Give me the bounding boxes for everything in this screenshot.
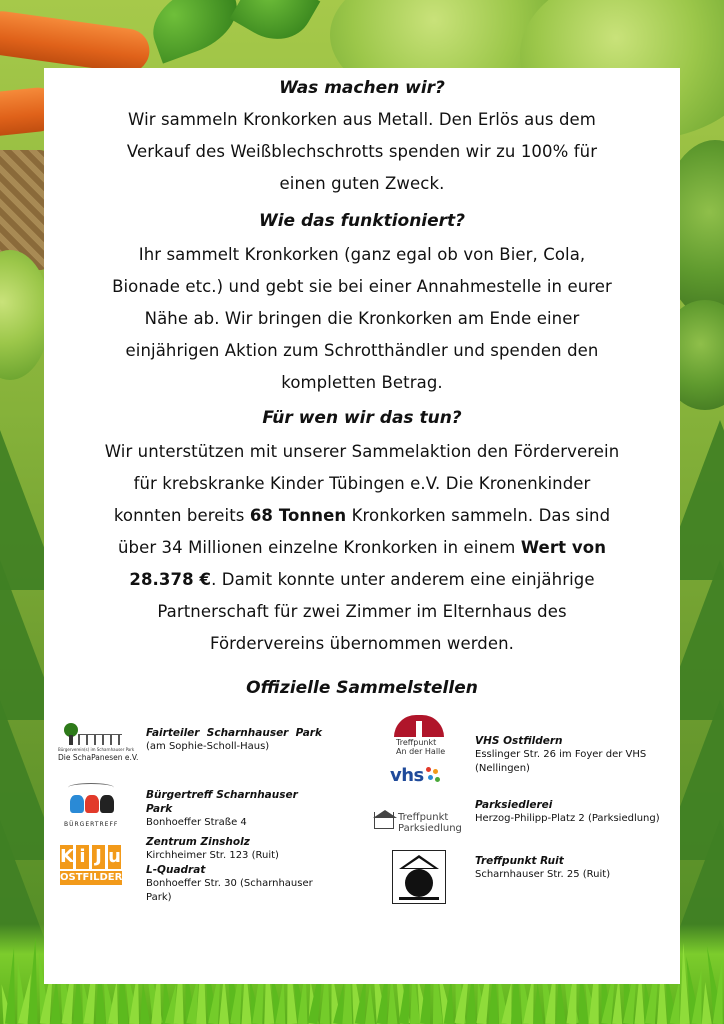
location-buergertreff xyxy=(146,788,326,830)
logo-text xyxy=(398,812,462,834)
text-line: Bionade etc.) und gebt sie bei einer Annahmestelle in eurer xyxy=(112,277,612,296)
location-name: L-Quadrat xyxy=(146,864,206,876)
logo-text-line: An der Halle xyxy=(396,747,446,756)
logo-text: OSTFILDERN xyxy=(60,872,131,883)
section-text xyxy=(44,239,680,399)
text-line: Wir sammeln Kronkorken aus Metall. Den Erlös aus dem xyxy=(128,110,596,129)
treffpunkt-ruit-logo xyxy=(392,850,446,904)
anderhalle-logo xyxy=(392,715,448,759)
kiju-logo xyxy=(60,845,131,893)
text-line: Fördervereins übernommen werden. xyxy=(209,634,515,653)
circle-icon xyxy=(405,869,433,897)
logo-text-line: Treffpunkt xyxy=(398,812,449,823)
roof-arc-icon xyxy=(68,783,114,792)
dot-icon xyxy=(433,769,438,774)
roof-icon xyxy=(399,855,439,869)
location-address: Scharnhauser Str. 25 (Ruit) xyxy=(475,869,611,880)
location-address: Bonhoeffer Straße 4 xyxy=(146,817,247,828)
section-title: Für wen wir das tun? xyxy=(262,408,462,428)
logo-letter: K xyxy=(60,846,74,867)
text-line: konnten bereits xyxy=(113,506,250,525)
section-what xyxy=(44,76,680,200)
text-line: kompletten Betrag. xyxy=(281,373,443,392)
text-line: einjährigen Aktion zum Schrotthändler und spenden den xyxy=(125,341,599,360)
highlight-value-amount: 28.378 € xyxy=(129,570,212,589)
location-name: Fairteiler Scharnhauser Park xyxy=(146,727,322,739)
locations-title: Offizielle Sammelstellen xyxy=(246,678,478,698)
text-line: Ihr sammelt Kronkorken (ganz egal ob von Bier, Cola, xyxy=(138,245,586,264)
logo-subtext: Bürgerverein(s) im Scharnhauser Park xyxy=(58,747,135,752)
fence-icon xyxy=(78,734,122,745)
section-title: Wie das funktioniert? xyxy=(258,211,466,231)
text-line: Kronkorken sammeln. Das sind xyxy=(346,506,611,525)
text-line: . Damit konnte unter anderem eine einjährige xyxy=(211,570,595,589)
text-line: Partnerschaft für zwei Zimmer im Elternhaus des xyxy=(157,602,567,621)
tree-trunk xyxy=(69,735,73,745)
location-address: Kirchheimer Str. 123 (Ruit) xyxy=(146,850,279,861)
logo-letter: J xyxy=(92,845,105,869)
section-text xyxy=(44,436,680,660)
location-address: Herzog-Philipp-Platz 2 (Parksiedlung) xyxy=(475,813,660,824)
text-line: über 34 Millionen einzelne Kronkorken in einem xyxy=(117,538,521,557)
section-how xyxy=(44,209,680,399)
schapanesen-logo xyxy=(58,723,139,765)
dot-icon xyxy=(428,775,433,780)
dot-icon xyxy=(426,767,431,772)
location-parksiedlerei xyxy=(475,798,675,826)
section-text xyxy=(44,104,680,200)
leaf-decoration xyxy=(230,0,321,53)
figure-icon xyxy=(70,795,84,813)
house-roof xyxy=(373,810,397,818)
location-address: Bonhoeffer Str. 30 (Scharnhauser Park) xyxy=(146,878,313,903)
location-name: VHS Ostfildern xyxy=(475,735,563,747)
logo-letter: i xyxy=(76,845,89,869)
buergertreff-logo xyxy=(58,783,124,831)
location-fairteiler xyxy=(146,726,322,754)
logo-text-line: Treffpunkt xyxy=(396,738,437,747)
location-address: (am Sophie-Scholl-Haus) xyxy=(146,741,270,752)
logo-text: BÜRGERTREFF xyxy=(64,821,119,828)
section-for-whom xyxy=(44,406,680,660)
location-ruit xyxy=(475,854,675,882)
location-address: Esslinger Str. 26 im Foyer der VHS (Nellingen) xyxy=(475,749,647,774)
figure-icon xyxy=(85,795,99,813)
dot-icon xyxy=(435,777,440,782)
dome-icon xyxy=(394,715,444,737)
location-vhs xyxy=(475,734,675,776)
logo-text: Die SchaPanesen e.V. xyxy=(58,753,139,762)
text-line: Nähe ab. Wir bringen die Kronkorken am Ende einer xyxy=(144,309,580,328)
logo-text-line: Parksiedlung xyxy=(398,823,462,834)
vhs-logo xyxy=(390,765,450,789)
logo-letter: u xyxy=(108,846,121,867)
logo-text xyxy=(396,738,445,756)
highlight-value-label: Wert von xyxy=(520,538,607,557)
text-line: Wir unterstützen mit unserer Sammelaktion den Förderverein xyxy=(104,442,620,461)
leaf-decoration xyxy=(142,0,247,64)
highlight-tonnage: 68 Tonnen xyxy=(249,506,347,525)
location-name: Parksiedlerei xyxy=(475,799,553,811)
location-name: Bürgertreff Scharnhauser Park xyxy=(146,789,298,815)
logo-text: vhs xyxy=(390,765,424,786)
section-title: Was machen wir? xyxy=(279,78,445,98)
carrot-decoration xyxy=(0,8,152,75)
figure-icon xyxy=(100,795,114,813)
house-icon xyxy=(374,812,394,829)
text-line: einen guten Zweck. xyxy=(279,174,445,193)
text-line: Verkauf des Weißblechschrotts spenden wir zu 100% für xyxy=(126,142,598,161)
info-card xyxy=(44,68,680,984)
text-line: für krebskranke Kinder Tübingen e.V. Die Kronenkinder xyxy=(133,474,591,493)
location-zinsholz xyxy=(146,835,331,905)
logo-base xyxy=(399,897,439,900)
location-name: Zentrum Zinsholz xyxy=(146,836,250,848)
location-name: Treffpunkt Ruit xyxy=(475,855,564,867)
parksiedlung-logo xyxy=(374,808,470,838)
